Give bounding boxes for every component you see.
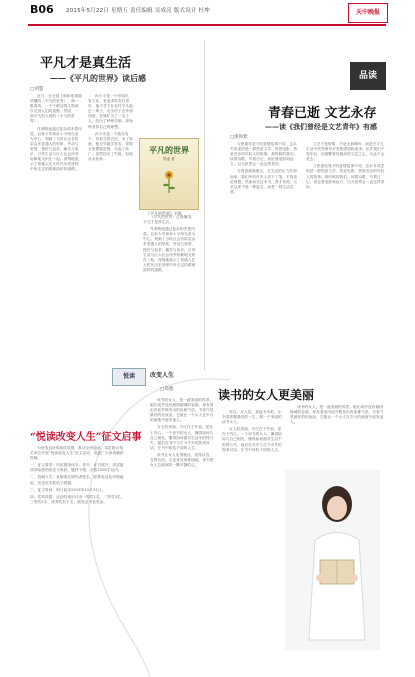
issue-line: 2015年5月22日 星期五 责任编辑 吴成亮 版式设计 杜坤	[66, 8, 210, 14]
article3-paragraph: 读书的女人，是一道美丽的风景。她们或许没有倾国倾城的容貌，却有着由内而外散发出的优雅气质。书卷气是最好的化妆品，它能让一个女人在岁月的流逝中愈发迷人。	[150, 398, 214, 423]
article1-column-2	[88, 94, 136, 364]
insert-title: “悦读改变人生”征文启事	[30, 432, 142, 443]
article2-paragraph: 当青春渐渐逝去，当生活的压力扑面而来，我们中的许多人放下了笔，不再谈论理想。然而读完这本书，我才发现，文艺从来不是一种姿态，而是一种生活态度。	[230, 169, 298, 194]
article1-paragraph: 作者路遥通过复杂的矛盾纠葛，以孙少安和孙少平两兄弟为中心，刻画了当时社会各阶层众多普通人的形象，劳动与爱情，挫折与追求，痛苦与欢乐，日常生活与巨大社会冲突纷繁地交织在一起，深刻地展示了普通人在大时代历史进程中所走过的艰难曲折的道路。	[143, 227, 196, 272]
article3-paragraph: 读书让女人变得豁达，变得从容，变得自信。无论身处何种境地，读书的女人总能保持一颗平静的心。	[150, 452, 214, 468]
column-divider	[204, 40, 205, 370]
article3-byline: □郑燕	[160, 387, 174, 392]
insert-paragraph: 三、征文时间：即日起至2015年12月31日。	[30, 487, 106, 492]
book-caption: 《平凡的世界》书影	[146, 211, 182, 216]
insert-paragraph: 一、征文要求：内容围绕读书、荐书、评书展开，讲述阅读带给您的改变与收获，题材不限，字数1500字以内。	[30, 463, 124, 473]
insert-paragraph: 为营造良好的阅读氛围，推动全民阅读，本报联合相关单位开展“悦读改变人生”征文活动，欢迎广大读者踊跃投稿。	[30, 446, 124, 461]
article2-paragraph: 与张嘉佳笔下的爱情故事不同，这本书讲述的是一群热爱文学、热爱电影、热爱音乐的年轻人的故事。那时候的我们，读着诗歌，写着日记，谈论着电影和远方，以为世界会一直这样美好。	[306, 164, 385, 189]
article2-column-2	[306, 142, 386, 370]
article1-column-1	[30, 94, 82, 364]
article3-paragraph: 读书的女人，是一道美丽的风景。她们或许没有倾国倾城的容貌，却有着由内而外散发出的优雅气质。书卷气是最好的化妆品，它能让一个女人在岁月的流逝中愈发迷人。	[290, 405, 384, 425]
article2-byline: □康和紫	[230, 135, 248, 140]
header-rule	[28, 24, 386, 26]
insert-paragraph: 二、投稿方式：来稿请注明作者姓名、联系电话及详细地址，发送至本报电子邮箱。	[30, 475, 124, 485]
flower-illustration	[162, 169, 176, 193]
section-label: 品读	[350, 62, 386, 90]
article2-subtitle: ——读《我们曾经是文艺青年》有感	[265, 122, 377, 131]
book-cover-image	[139, 138, 199, 210]
article1-title: 平凡才是真生活	[40, 56, 132, 71]
book-title: 平凡的世界	[149, 145, 189, 155]
article3-title: 读书的女人更美丽	[218, 388, 315, 402]
page-number: B06	[30, 3, 54, 16]
article1-paragraph: 孙少安是一个踏实肯干、有担当的农民，为了家庭，他早早辍学务农，带领全家摆脱贫困，办起了砖厂，虽然经历了失败，但他从未放弃。	[88, 131, 133, 162]
article1-paragraph: 作者路遥通过复杂的矛盾纠葛，以孙少安和孙少平两兄弟为中心，刻画了当时社会各阶层众多普通人的形象，劳动与爱情，挫折与追求，痛苦与欢乐，日常生活与巨大社会冲突纷繁地交织在一起，深刻地展示了普通人在大时代历史进程中所走过的艰难曲折的道路。	[30, 126, 82, 172]
article3-paragraph: 女人的美丽，不仅在于外表，更在于内心。一个读书的女人，懂得如何与自己相处，懂得如何面对生活中的得与失。她们在书中与古今中外的智者对话，在书中体验不同的人生。	[150, 425, 214, 450]
article1-byline: □刘慧	[30, 87, 44, 92]
brand-logo: 天中晚报	[348, 3, 388, 23]
woman-reading-photo	[285, 470, 380, 650]
insert-paragraph: 四、奖项设置：活动结束后评出一等奖1名、二等奖3名、三等奖5名、优秀奖若干名，颁发证书及奖品。	[30, 494, 125, 504]
article3-paragraph: 女人的美丽，不仅在于外表，更在于内心。一个读书的女人，懂得如何与自己相处，懂得如何面对生活中的得与失。她们在书中与古今中外的智者对话，在书中体验不同的人生。	[222, 427, 282, 452]
insert-body	[30, 446, 125, 646]
article1-column-3	[143, 215, 198, 365]
article3-column-3	[290, 405, 386, 465]
article2-paragraph: 文艺不是矫情，不是无病呻吟，而是在平凡生活中依然保有对美的感知和追求。也许我们不再年轻，但那颗曾经跳动的文艺之心，永远不会老去。	[306, 142, 385, 162]
article3-column-2	[222, 410, 282, 668]
article3-column-1	[150, 398, 215, 668]
article1-subtitle: ——《平凡的世界》读后感	[50, 73, 146, 83]
book-author: 路遥 著	[163, 157, 175, 161]
reading-logo-badge: 悦读	[112, 368, 146, 386]
article2-title: 青春已逝 文艺永存	[268, 106, 377, 121]
article1-paragraph: 《平凡的世界》让我懂得，平凡才是真生活。	[143, 215, 195, 225]
article3-paragraph: 所以，女人们，拿起书本吧，让书香伴随我们的一生，做一个美丽的读书女人。	[222, 410, 282, 425]
article1-paragraph: 孙少平是一个有知识、有文化、有追求的农村青年，他不甘于在农村平凡地过一辈子，走出村子去外面闯荡，在煤矿当了一名工人，经历了种种苦难，却始终坚持自己的理想。	[88, 94, 133, 129]
article2-column-1	[230, 142, 300, 370]
article1-paragraph: 近日，在全国上映和电视剧热播的《平凡的世界》，像一股春风，一个个鲜活的人物再次走进人们的视野。然而，一部平凡的人间的《平凡的世界》。	[30, 94, 82, 124]
reading-logo-text: 改变人生	[150, 372, 175, 379]
article2-paragraph: 与张嘉佳笔下的爱情故事不同，这本书讲述的是一群热爱文学、热爱电影、热爱音乐的年轻人的故事。那时候的我们，读着诗歌，写着日记，谈论着电影和远方，以为世界会一直这样美好。	[230, 142, 298, 167]
